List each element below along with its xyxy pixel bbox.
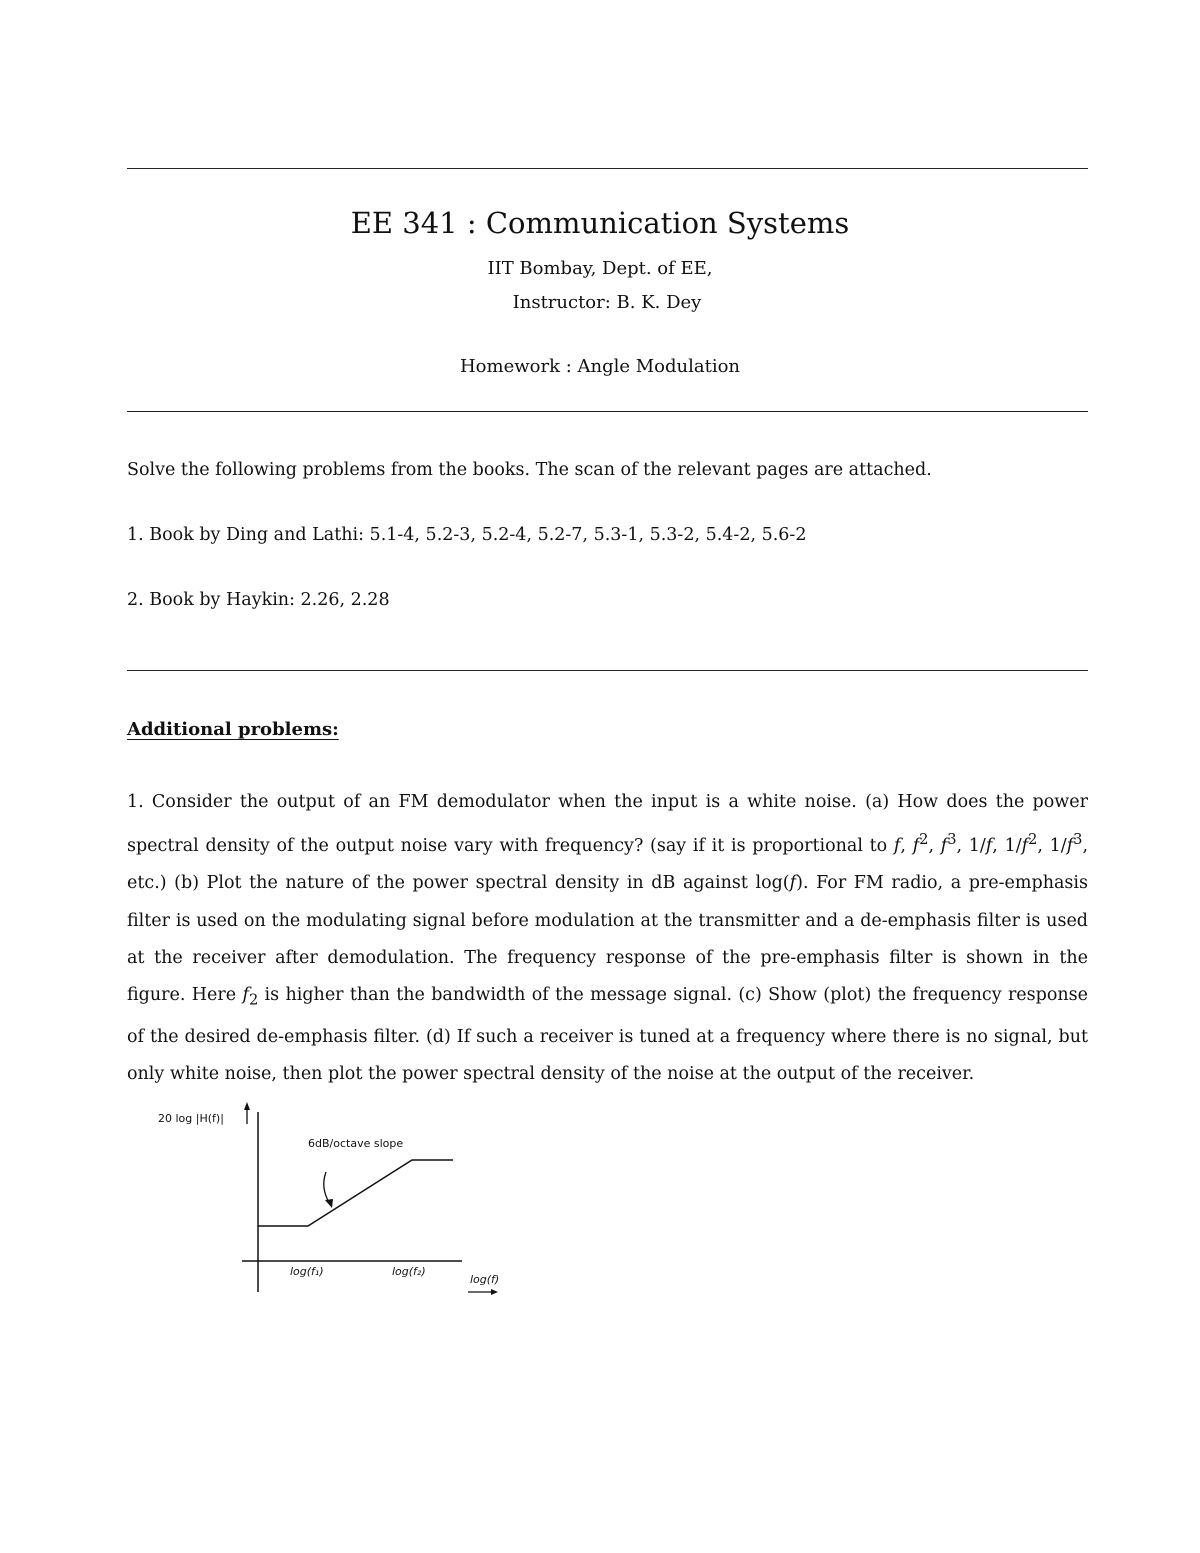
slope-pointer-head [325,1199,333,1208]
book-problem-2: 2. Book by Haykin: 2.26, 2.28 [127,590,390,610]
problem-text-part3: ). For FM radio, a pre-emphasis filter is used on the modulating signal before modulation at the transmitter and a de-emphasis filter is used at the receiver after demodulation. The frequency response of the pre-emphasis filter is shown in the figure. Here [127,873,1088,1006]
pre-emphasis-figure [140,1100,540,1300]
homework-title: Homework : Angle Modulation [459,356,741,377]
slope-label: 6dB/octave slope [308,1137,404,1150]
section-rule [127,670,1088,671]
institute-line: IIT Bombay, Dept. of EE, [487,258,713,279]
response-curve [258,1160,453,1226]
course-title: EE 341 : Communication Systems [350,206,850,240]
intro-text: Solve the following problems from the books. The scan of the relevant pages are attached. [127,460,932,480]
y-arrow-head [244,1102,250,1110]
header-bottom-rule [127,411,1088,412]
instructor-line: Instructor: B. K. Dey [512,292,702,313]
f1-label: log(f₁) [290,1265,324,1278]
slope-pointer [324,1172,330,1204]
book-problem-1: 1. Book by Ding and Lathi: 5.1-4, 5.2-3, 5.2-4, 5.2-7, 5.3-1, 5.3-2, 5.4-2, 5.6-2 [127,525,807,545]
top-rule [127,168,1088,169]
problem-text-part4: is higher than the bandwidth of the message signal. (c) Show (plot) the frequency response of the desired de-emphasis filter. (d) If such a receiver is tuned at a frequency where there is no signal, but only white noise, then plot the power spectral density of the noise at the output of the receiver. [127,985,1088,1085]
problem-text-part2: etc.) (b) Plot the nature of the power spectral density in dB against log( [127,873,790,894]
additional-problem-1: 1. Consider the output of an FM demodulator when the input is a white noise. (a) How does the power spectral density of the output noise vary with frequency? (say if it is proportional to f, $f^2$, $f^3$, 1/f, $1/f^2$, $1/f^3$, etc.) (b) Plot the nature of the power spectral density in dB against log(f). For FM radio, a pre-emphasis filter is used on the modulating signal before modulation at the transmitter and a de-emphasis filter is used at the receiver after demodulation. The frequency response of the pre-emphasis filter is shown in the figure. Here $f_2$ is higher than the bandwidth of the message signal. (c) Show (plot) the frequency response of the desired de-emphasis filter. (d) If such a receiver is tuned at a frequency where there is no signal, but only white noise, then plot the power spectral density of the noise at the output of the receiver. [127,792,1089,1085]
x-arrow-head [491,1289,498,1295]
pre-emphasis-plot [140,1100,540,1300]
y-axis-label: 20 log |H(f)| [158,1112,224,1125]
additional-problems-heading: Additional problems: [127,719,339,740]
x-axis-label: log(f) [470,1273,500,1286]
f2-label: log(f₂) [392,1265,426,1278]
problem-text-part1: 1. Consider the output of an FM demodulator when the input is a white noise. (a) How does the power spectral density of the output noise vary with frequency? (say if it is proportional to [127,792,1088,857]
